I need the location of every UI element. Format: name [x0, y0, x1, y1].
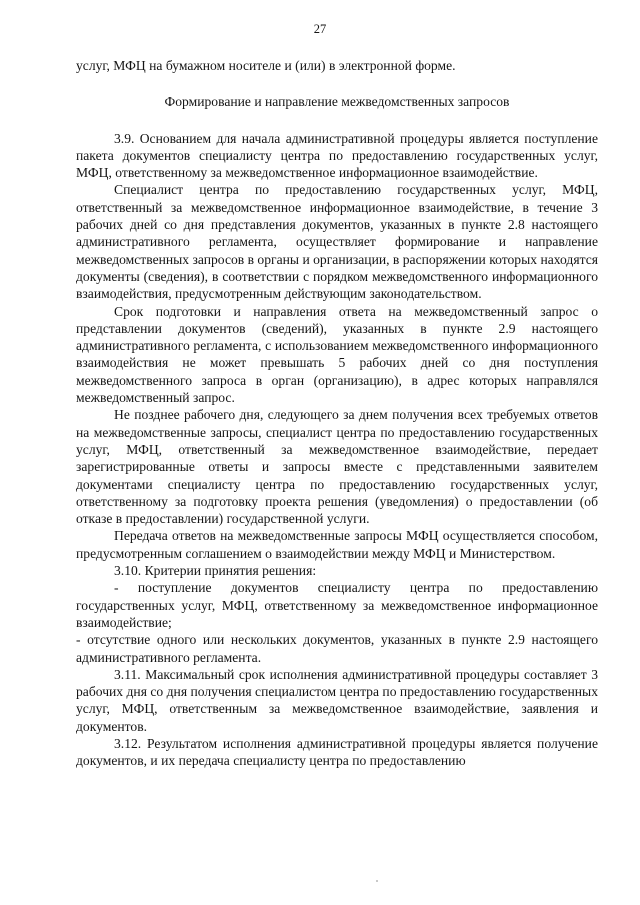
paragraph-transfer-responses: Не позднее рабочего дня, следующего за днем получения всех требуемых ответов на межведомственные запросы, специалист центра по предоставлению государственных услуг, МФЦ, ответственный за межведомственное взаимодействие, передает зарегистрированные ответы и запросы вместе с представленными заявителем документами специалисту центра по предоставлению государственных услуг, ответственному за подготовку проекта решения (уведомления) о предоставлении (об отказе в предоставлении) государственной услуги. — [76, 407, 598, 527]
paragraph-3-11: 3.11. Максимальный срок исполнения административной процедуры составляет 3 рабочих дня со дня получения специалистом центра по предоставлению государственных услуг, МФЦ, ответственным за межведомственное взаимодействие, заявления и документов. — [76, 666, 598, 734]
section-heading: Формирование и направление межведомственных запросов — [164, 94, 510, 110]
paragraph-response-deadline: Срок подготовки и направления ответа на межведомственный запрос о представлении документов (сведений), указанных в пункте 2.9 настоящего административного регламента, с использованием межведомственного информационного взаимодействия не может превышать 5 рабочих дней со дня поступления межведомственного запроса в орган (организацию), в адрес которых направлялся межведомственный запрос. — [76, 303, 598, 406]
continuation-text: услуг, МФЦ на бумажном носителе и (или) в электронной форме. — [76, 58, 456, 73]
paragraph-3-9: 3.9. Основанием для начала административной процедуры является поступление пакета документов специалисту центра по предоставлению государственных услуг, МФЦ, ответственному за межведомственное информационное взаимодействие. — [76, 130, 598, 181]
paragraph-3-10: 3.10. Критерии принятия решения: — [114, 563, 317, 579]
paragraph-mfc-transfer: Передача ответов на межведомственные запросы МФЦ осуществляется способом, предусмотренным соглашением о взаимодействии между МФЦ и Министерством. — [76, 528, 598, 561]
scan-artifact — [376, 880, 378, 882]
paragraph-specialist: Специалист центра по предоставлению государственных услуг, МФЦ, ответственный за межведомственное информационное взаимодействие, в течение 3 рабочих дней со дня представления документов, указанных в пункте 2.8 настоящего административного регламента, осуществляет формирование и направление межведомственных запросов в органы и организации, в распоряжении которых находятся документы (сведения), в соответствии с порядком межведомственного информационного взаимодействия, предусмотренным действующим законодательством. — [76, 182, 598, 302]
paragraph-3-12: 3.12. Результатом исполнения административной процедуры является получение документов, и их передача специалисту центра по предоставлению — [76, 735, 598, 769]
document-body — [76, 57, 598, 770]
page-number: 27 — [313, 22, 327, 36]
criteria-item: - отсутствие одного или нескольких документов, указанных в пункте 2.9 настоящего административного регламента. — [76, 632, 598, 665]
criteria-item: - поступление документов специалисту центра по предоставлению государственных услуг, МФЦ, ответственному за межведомственное информационное взаимодействие; — [76, 580, 598, 630]
